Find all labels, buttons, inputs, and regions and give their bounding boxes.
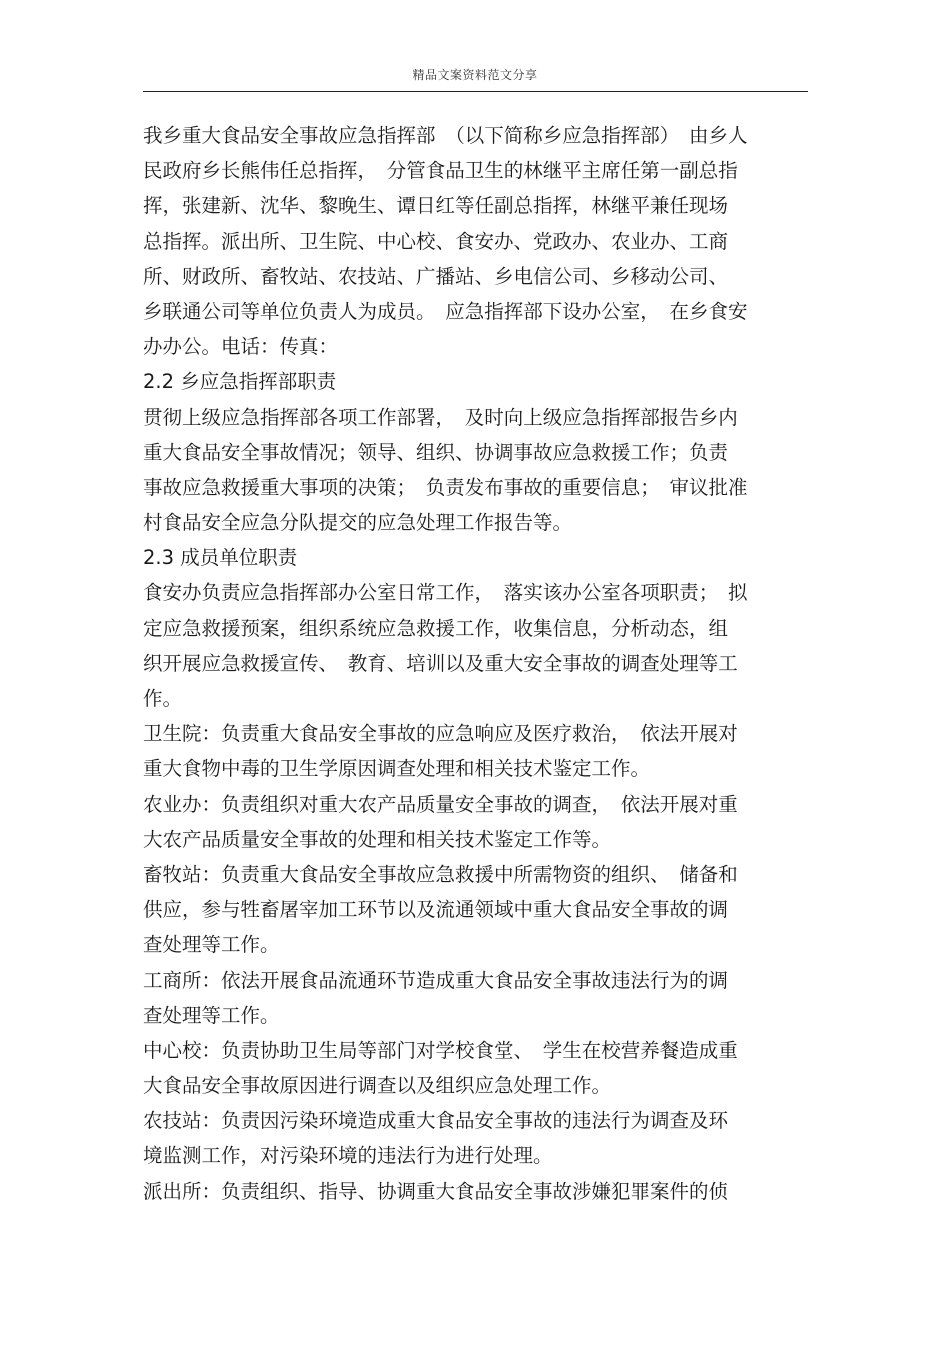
paragraph-line: 境监测工作，对污染环境的违法行为进行处理。 [143, 1144, 553, 1168]
paragraph-line: 挥，张建新、沈华、黎晚生、谭日红等任副总指挥，林继平兼任现场 [143, 194, 729, 218]
paragraph-line: 派出所：负责组织、指导、协调重大食品安全事故涉嫌犯罪案件的侦 [143, 1179, 729, 1203]
paragraph-line: 卫生院：负责重大食品安全事故的应急响应及医疗救治， 依法开展对 [143, 722, 738, 746]
paragraph-line: 中心校：负责协助卫生局等部门对学校食堂、 学生在校营养餐造成重 [143, 1038, 738, 1062]
paragraph-line: 作。 [143, 687, 183, 710]
paragraph-line: 民政府乡长熊伟任总指挥， 分管食品卫生的林继平主席任第一副总指 [143, 159, 738, 183]
section-heading: 2.3 成员单位职责 [143, 546, 298, 570]
paragraph-line: 农业办：负责组织对重大农产品质量安全事故的调查， 依法开展对重 [143, 792, 738, 816]
paragraph-line: 农技站：负责因污染环境造成重大食品安全事故的违法行为调查及环 [143, 1109, 729, 1133]
paragraph-line: 我乡重大食品安全事故应急指挥部 （以下简称乡应急指挥部） 由乡人 [143, 124, 748, 147]
paragraph-line: 村食品安全应急分队提交的应急处理工作报告等。 [143, 511, 573, 535]
paragraph-line: 乡联通公司等单位负责人为成员。 应急指挥部下设办公室， 在乡食安 [143, 299, 748, 323]
paragraph-line: 定应急救援预案，组织系统应急救援工作，收集信息，分析动态，组 [143, 616, 729, 640]
paragraph-line: 办办公。电话：传真： [143, 335, 339, 359]
paragraph-line: 查处理等工作。 [143, 933, 280, 957]
paragraph-line: 大农产品质量安全事故的处理和相关技术鉴定工作等。 [143, 827, 612, 851]
paragraph-line: 所、财政所、畜牧站、农技站、广播站、乡电信公司、乡移动公司、 [143, 264, 729, 288]
paragraph-line: 重大食物中毒的卫生学原因调查处理和相关技术鉴定工作。 [143, 757, 651, 781]
paragraph-line: 重大食品安全事故情况；领导、组织、协调事故应急救援工作；负责 [143, 440, 729, 464]
paragraph-line: 查处理等工作。 [143, 1003, 280, 1027]
paragraph-line: 供应，参与牲畜屠宰加工环节以及流通领域中重大食品安全事故的调 [143, 898, 729, 922]
paragraph-line: 总指挥。派出所、卫生院、中心校、食安办、党政办、农业办、工商 [143, 229, 729, 253]
page-header: 精品文案资料范文分享 [412, 68, 538, 82]
header-divider [143, 91, 808, 92]
paragraph-line: 贯彻上级应急指挥部各项工作部署， 及时向上级应急指挥部报告乡内 [143, 405, 738, 429]
paragraph-line: 事故应急救援重大事项的决策； 负责发布事故的重要信息； 审议批准 [143, 475, 748, 499]
paragraph-line: 食安办负责应急指挥部办公室日常工作， 落实该办公室各项职责； 拟 [143, 581, 748, 605]
document-body [143, 118, 808, 1209]
paragraph-line: 工商所：依法开展食品流通环节造成重大食品安全事故违法行为的调 [143, 968, 729, 992]
paragraph-line: 织开展应急救援宣传、 教育、培训以及重大安全事故的调查处理等工 [143, 651, 738, 675]
section-heading: 2.2 乡应急指挥部职责 [143, 370, 337, 394]
paragraph-line: 大食品安全事故原因进行调查以及组织应急处理工作。 [143, 1074, 612, 1098]
paragraph-line: 畜牧站：负责重大食品安全事故应急救援中所需物资的组织、 储备和 [143, 862, 738, 886]
